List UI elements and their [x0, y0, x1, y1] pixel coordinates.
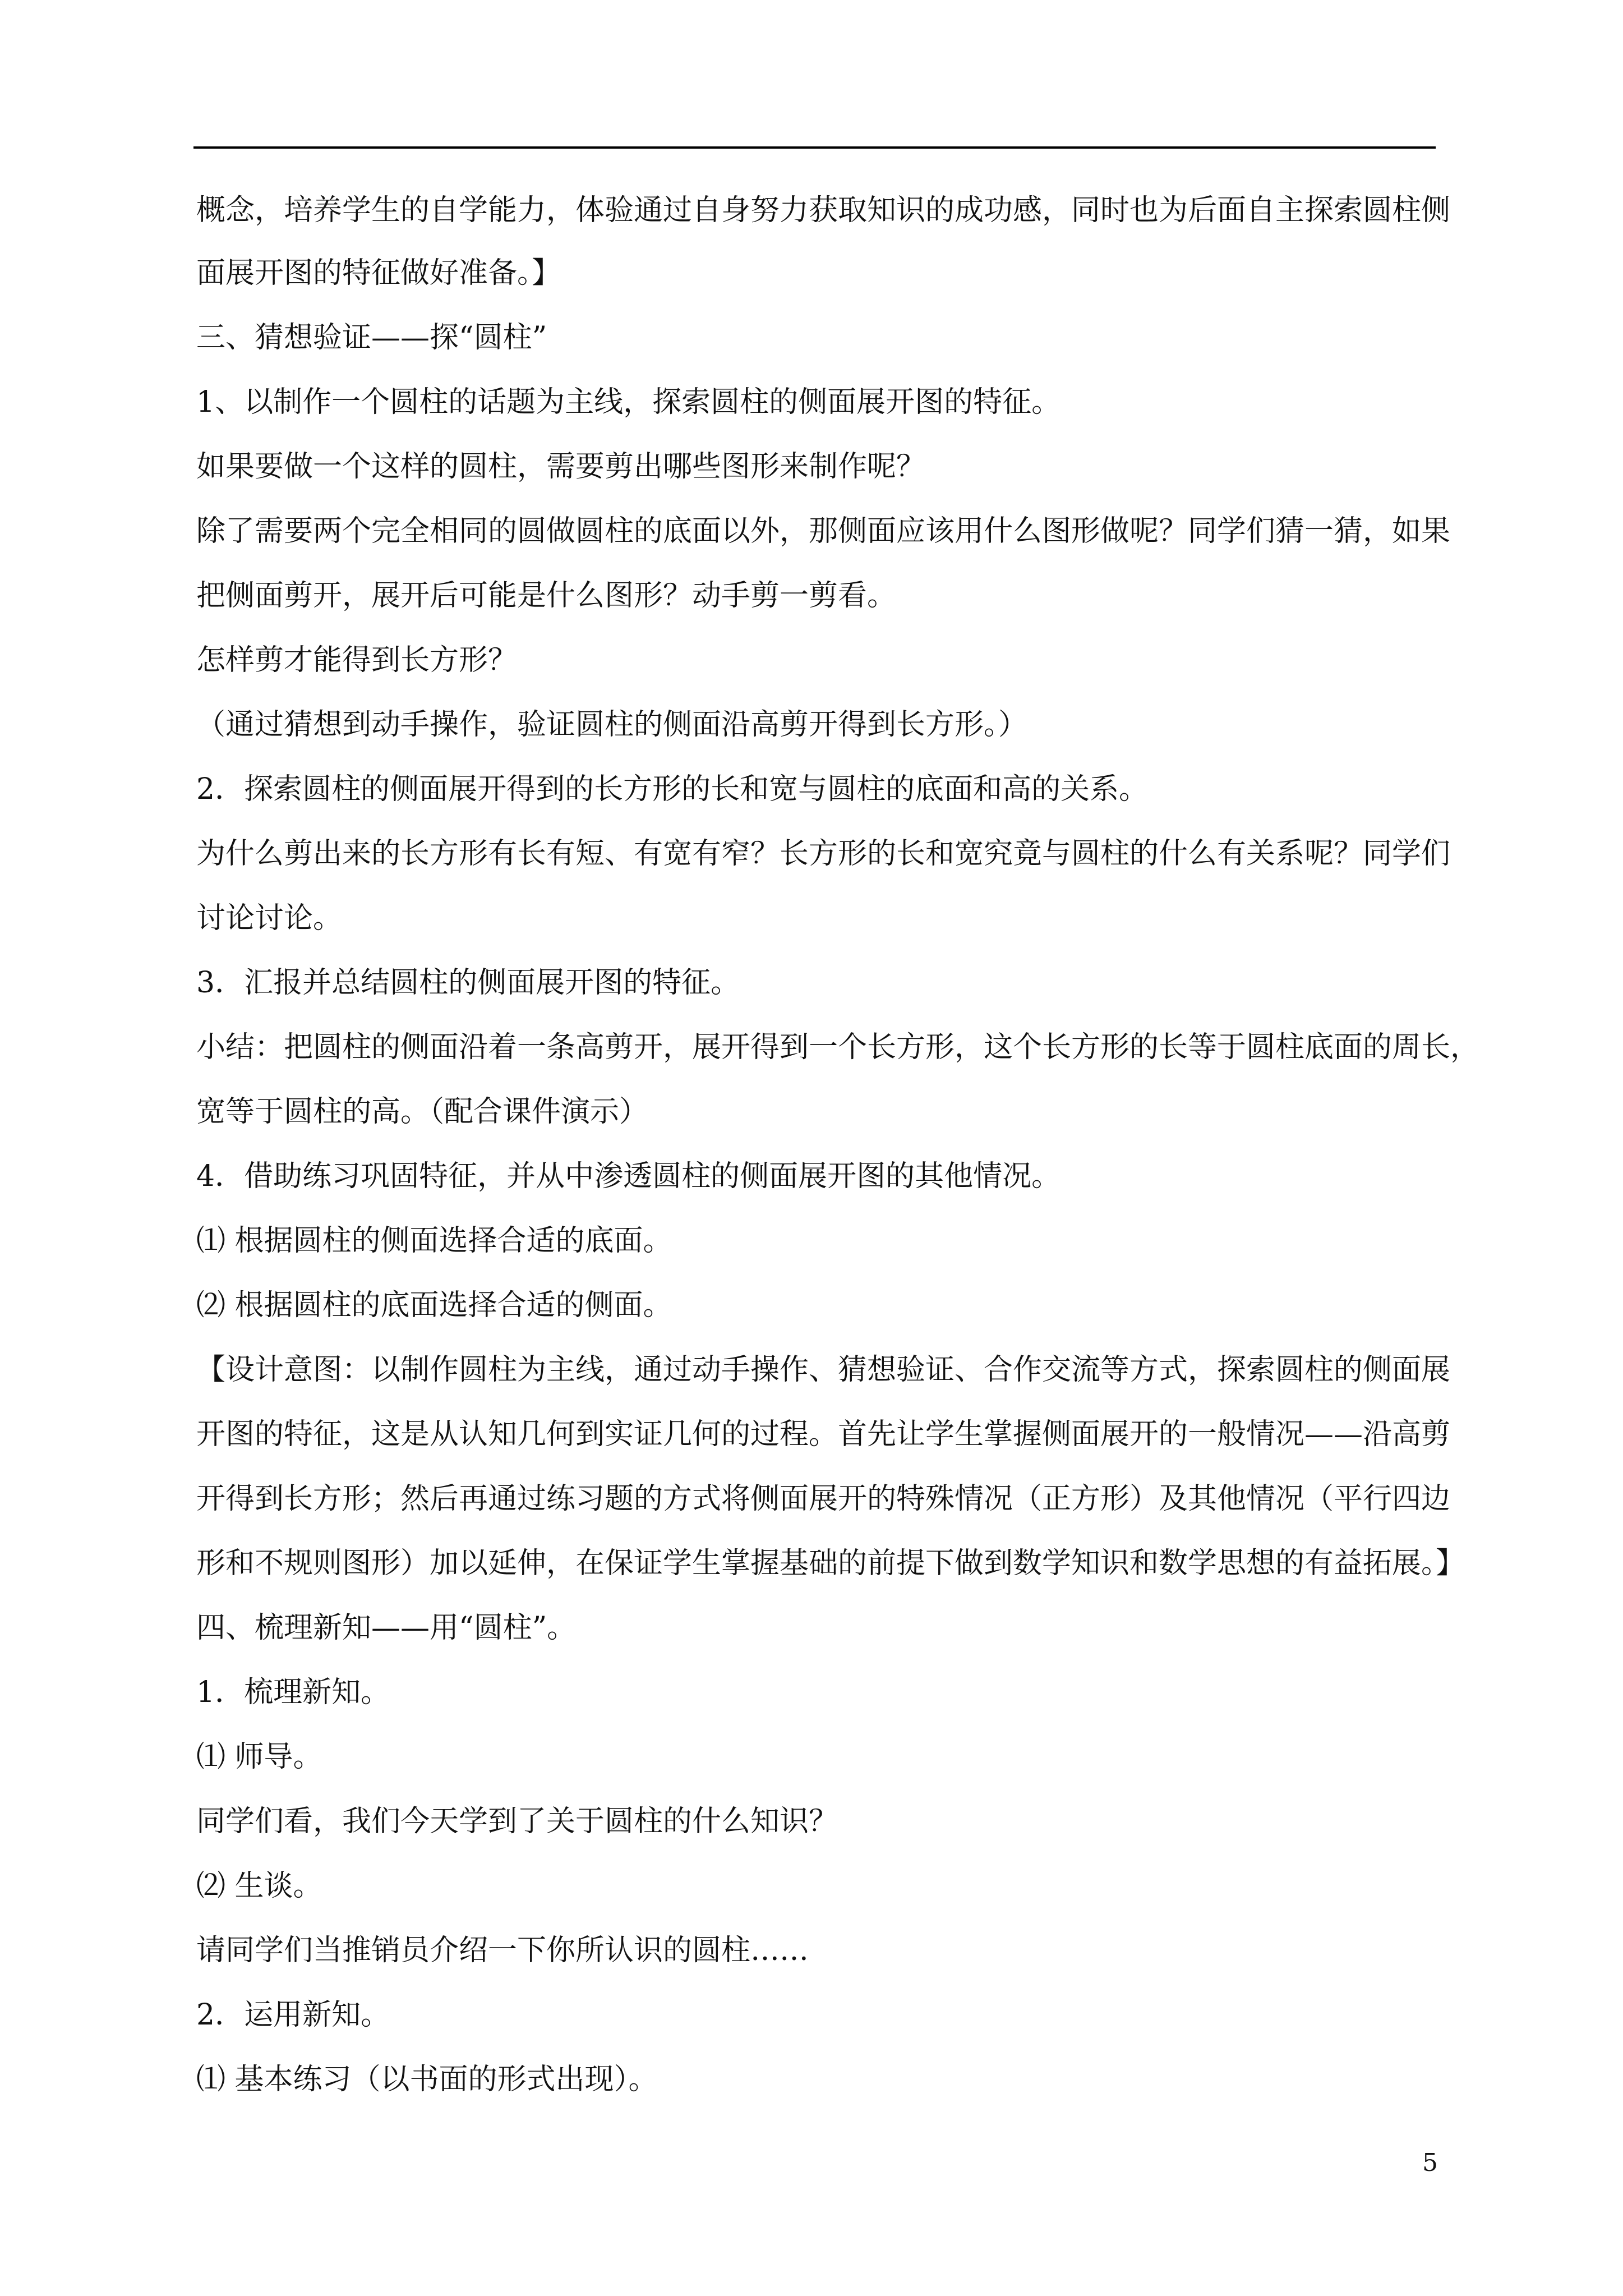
text-line: 形和不规则图形）加以延伸，在保证学生掌握基础的前提下做到数学知识和数学思想的有益拓展。】 — [196, 1547, 1465, 1580]
text-line: 开图的特征，这是从认知几何到实证几何的过程。首先让学生掌握侧面展开的一般情况——沿高剪 — [196, 1418, 1451, 1451]
text-line: 面展开图的特征做好准备。】 — [196, 256, 561, 290]
text-line: 讨论讨论。 — [196, 901, 343, 935]
text-line: 如果要做一个这样的圆柱，需要剪出哪些图形来制作呢？ — [196, 450, 926, 484]
header-rule — [193, 146, 1436, 149]
text-line: 宽等于圆柱的高。（配合课件演示） — [196, 1095, 649, 1129]
text-line: 把侧面剪开，展开后可能是什么图形？动手剪一剪看。 — [196, 579, 897, 613]
text-line: 为什么剪出来的长方形有长有短、有宽有窄？长方形的长和宽究竟与圆柱的什么有关系呢？同学们 — [196, 837, 1451, 871]
section-heading: 三、猜想验证——探“圆柱” — [196, 321, 547, 355]
page-number: 5 — [1422, 2148, 1438, 2177]
text-line: ⑵ 生谈。 — [196, 1869, 322, 1903]
text-line: 2．探索圆柱的侧面展开得到的长方形的长和宽与圆柱的底面和高的关系。 — [196, 772, 1149, 806]
text-line: （通过猜想到动手操作，验证圆柱的侧面沿高剪开得到长方形。） — [196, 708, 1028, 742]
text-line: 概念，培养学生的自学能力，体验通过自身努力获取知识的成功感，同时也为后面自主探索圆柱侧 — [196, 194, 1451, 227]
text-line: 同学们看，我们今天学到了关于圆柱的什么知识？ — [196, 1805, 838, 1838]
text-line: ⑴ 根据圆柱的侧面选择合适的底面。 — [196, 1224, 672, 1258]
text-line: ⑴ 师导。 — [196, 1740, 322, 1774]
text-line: 2．运用新知。 — [196, 1998, 390, 2032]
text-line: ⑵ 根据圆柱的底面选择合适的侧面。 — [196, 1289, 672, 1322]
text-line: 怎样剪才能得到长方形？ — [196, 643, 518, 677]
text-line: 小结：把圆柱的侧面沿着一条高剪开，展开得到一个长方形，这个长方形的长等于圆柱底面的周长， — [196, 1030, 1480, 1064]
text-line: 1．梳理新知。 — [196, 1676, 390, 1709]
text-line: 1、以制作一个圆柱的话题为主线，探索圆柱的侧面展开图的特征。 — [196, 385, 1061, 419]
text-line: 【设计意图：以制作圆柱为主线，通过动手操作、猜想验证、合作交流等方式，探索圆柱的侧面展 — [196, 1353, 1451, 1387]
text-line: ⑴ 基本练习（以书面的形式出现）。 — [196, 2063, 658, 2096]
text-line: 开得到长方形；然后再通过练习题的方式将侧面展开的特殊情况（正方形）及其他情况（平行四边 — [196, 1482, 1451, 1516]
text-line: 4．借助练习巩固特征，并从中渗透圆柱的侧面展开图的其他情况。 — [196, 1159, 1061, 1193]
text-line: 除了需要两个完全相同的圆做圆柱的底面以外，那侧面应该用什么图形做呢？同学们猜一猜，如果 — [196, 514, 1451, 548]
text-line: 请同学们当推销员介绍一下你所认识的圆柱…… — [196, 1934, 809, 1967]
section-heading: 四、梳理新知——用“圆柱”。 — [196, 1611, 577, 1645]
text-line: 3．汇报并总结圆柱的侧面展开图的特征。 — [196, 966, 740, 1000]
